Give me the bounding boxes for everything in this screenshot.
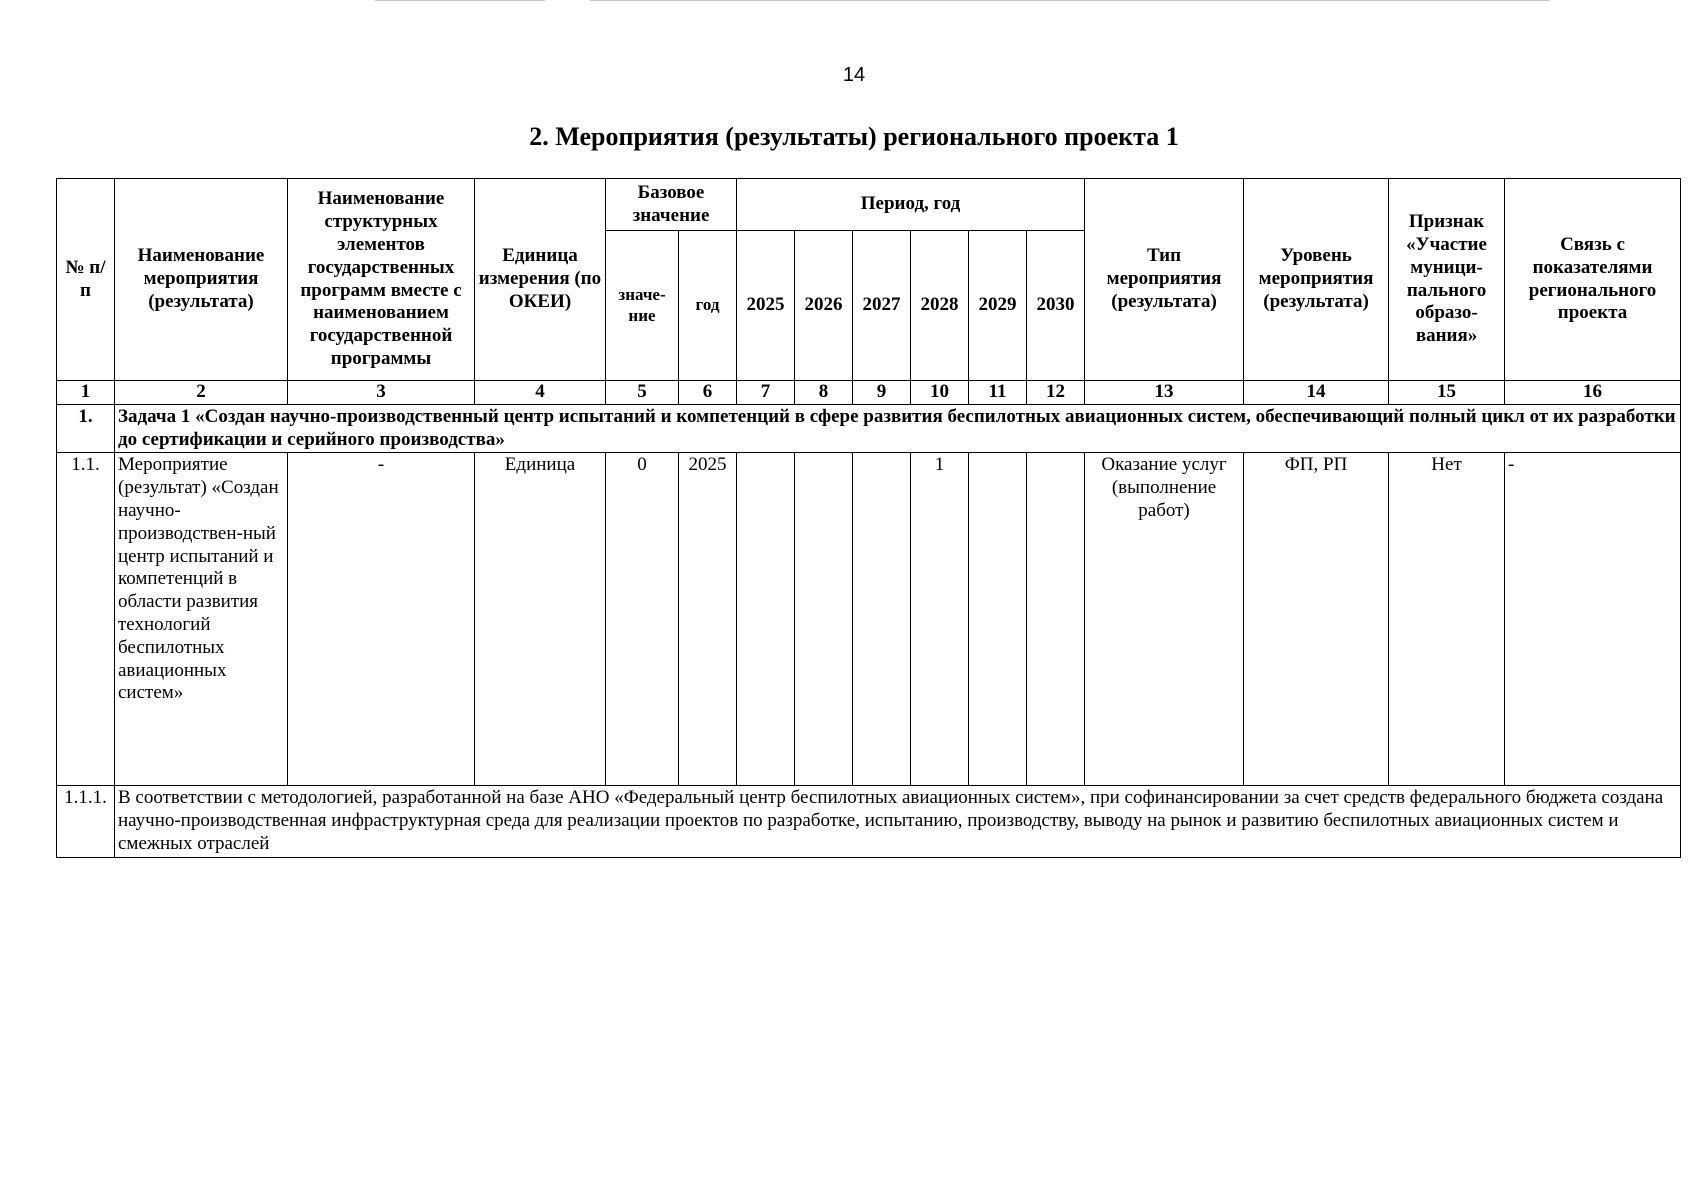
measure-level: ФП, РП <box>1244 453 1389 786</box>
scan-edge-line <box>590 0 1550 1</box>
column-number: 9 <box>853 381 911 405</box>
column-number: 6 <box>679 381 737 405</box>
task-text: Задача 1 «Создан научно-производственный центр испытаний и компетенций в сфере развития беспилотных авиационных систем, обеспечивающий полный цикл от их разработки до сертификации и серийного производства» <box>115 404 1681 453</box>
column-number: 3 <box>288 381 475 405</box>
header-name: Наименование мероприятия (результата) <box>115 179 288 381</box>
header-structural: Наименование структурных элементов государственных программ вместе с наименованием государственной программы <box>288 179 475 381</box>
note-text: В соответствии с методологией, разработанной на базе АНО «Федеральный центр беспилотных авиационных систем», при софинансировании за счет средств федерального бюджета создана научно-производственная инфраструктурная среда для реализации проектов по разработке, испытанию, производству, выводу на рынок и развитию беспилотных авиационных систем и смежных отраслей <box>115 786 1681 857</box>
column-number: 8 <box>795 381 853 405</box>
column-number: 5 <box>606 381 679 405</box>
header-year: 2026 <box>795 231 853 381</box>
column-number: 16 <box>1505 381 1681 405</box>
header-type: Тип мероприятия (результата) <box>1085 179 1244 381</box>
column-number: 4 <box>475 381 606 405</box>
measure-year-value <box>969 453 1027 786</box>
column-number: 2 <box>115 381 288 405</box>
measures-table <box>56 178 1681 858</box>
header-period: Период, год <box>737 179 1085 231</box>
page-number: 14 <box>842 64 866 86</box>
measure-year-value <box>737 453 795 786</box>
header-link: Связь с показателями регионального проекта <box>1505 179 1681 381</box>
note-num: 1.1.1. <box>57 786 115 857</box>
header-base-value: значе-ние <box>606 231 679 381</box>
task-row <box>57 404 1681 453</box>
measure-year-value <box>1027 453 1085 786</box>
column-number: 14 <box>1244 381 1389 405</box>
header-base-year: год <box>679 231 737 381</box>
column-number: 10 <box>911 381 969 405</box>
column-number-row <box>57 381 1681 405</box>
measure-year-value <box>853 453 911 786</box>
header-year: 2027 <box>853 231 911 381</box>
measure-municipal: Нет <box>1389 453 1505 786</box>
measure-base-year: 2025 <box>679 453 737 786</box>
column-number: 1 <box>57 381 115 405</box>
header-year: 2030 <box>1027 231 1085 381</box>
measure-row <box>57 453 1681 786</box>
scan-edge-line <box>375 0 545 1</box>
column-number: 7 <box>737 381 795 405</box>
column-number: 11 <box>969 381 1027 405</box>
header-year: 2029 <box>969 231 1027 381</box>
measure-num: 1.1. <box>57 453 115 786</box>
measure-type: Оказание услуг (выполнение работ) <box>1085 453 1244 786</box>
measure-year-value: 1 <box>911 453 969 786</box>
measure-name: Мероприятие (результат) «Создан научно-производствен-ный центр испытаний и компетенций в области развития технологий беспилотных авиационных систем» <box>115 453 288 786</box>
header-year: 2028 <box>911 231 969 381</box>
measure-link: - <box>1505 453 1681 786</box>
task-num: 1. <box>57 404 115 453</box>
column-number: 15 <box>1389 381 1505 405</box>
column-number: 13 <box>1085 381 1244 405</box>
header-municipal: Признак «Участие муници-пального образо-вания» <box>1389 179 1505 381</box>
measure-unit: Единица <box>475 453 606 786</box>
header-level: Уровень мероприятия (результата) <box>1244 179 1389 381</box>
header-year: 2025 <box>737 231 795 381</box>
note-row <box>57 786 1681 857</box>
column-number: 12 <box>1027 381 1085 405</box>
measure-structural: - <box>288 453 475 786</box>
section-title: 2. Мероприятия (результаты) регионального проекта 1 <box>529 122 1179 151</box>
header-base: Базовое значение <box>606 179 737 231</box>
measure-base-value: 0 <box>606 453 679 786</box>
header-unit: Единица измерения (по ОКЕИ) <box>475 179 606 381</box>
measure-year-value <box>795 453 853 786</box>
header-num: № п/п <box>57 179 115 381</box>
